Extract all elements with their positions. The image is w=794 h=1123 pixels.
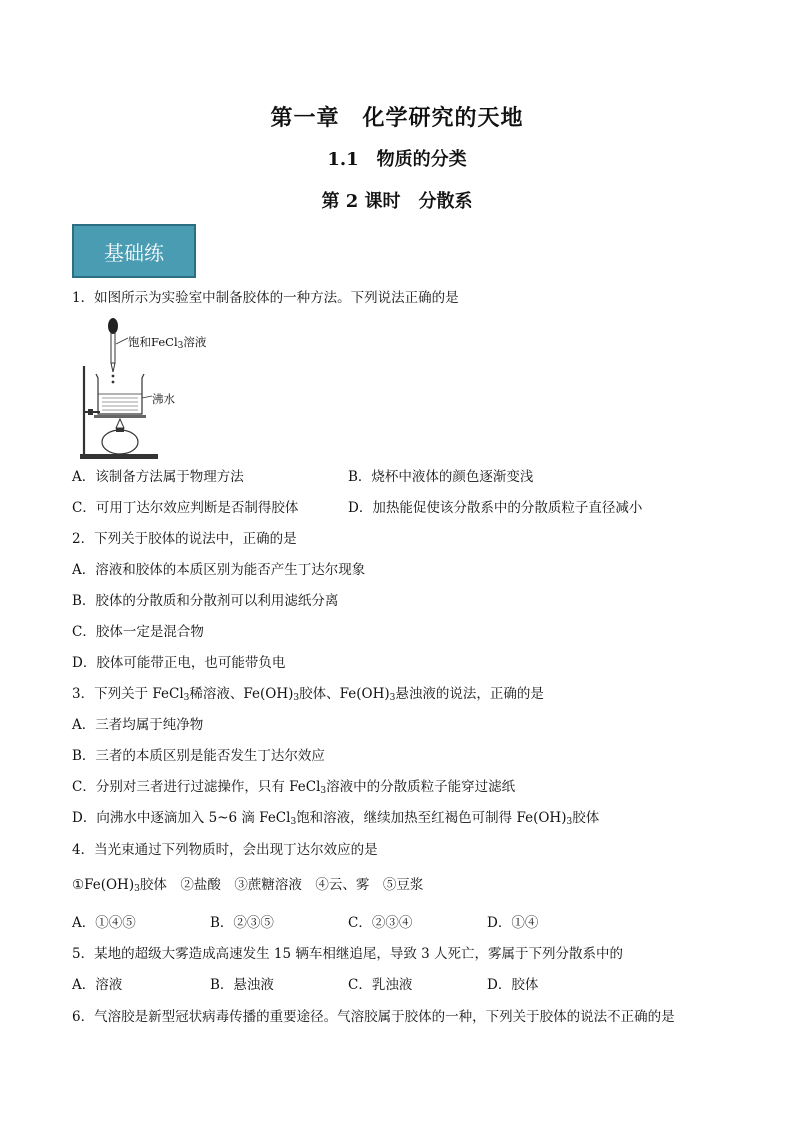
q4-items: $①Fe(OH)_3$胶体 ②盐酸 ③蔗糖溶液 ④云、雾 ⑤豆浆 <box>72 877 424 894</box>
q5-option-c: C．乳浊液 <box>348 977 413 993</box>
q1-option-a: A．该制备方法属于物理方法 <box>72 469 244 485</box>
q1-stem: 1．如图所示为实验室中制备胶体的一种方法。下列说法正确的是 <box>72 290 459 306</box>
q4-stem: 4．当光束通过下列物质时，会出现丁达尔效应的是 <box>72 842 378 858</box>
q1-option-b: B．烧杯中液体的颜色逐渐变浅 <box>348 469 534 485</box>
q2-option-b: B．胶体的分散质和分散剂可以利用滤纸分离 <box>72 593 339 609</box>
q2-option-c: C．胶体一定是混合物 <box>72 624 204 640</box>
q3-option-c: C．分别对三者进行过滤操作，只有 FeCl$_3$溶液中的分散质粒子能穿过滤纸 <box>72 779 516 796</box>
q4-option-b: B．②③⑤ <box>210 915 274 931</box>
q1-option-c: C．可用丁达尔效应判断是否制得胶体 <box>72 500 299 516</box>
practice-badge: 基础练 <box>72 224 196 278</box>
figure-label-water: 沸水 <box>152 392 175 406</box>
q4-option-a: A．①④⑤ <box>72 915 136 931</box>
q5-stem: 5．某地的超级大雾造成高速发生 15 辆车相继追尾，导致 3 人死亡，雾属于下列分散系中的 <box>72 946 624 962</box>
q3-stem: 3．下列关于 FeCl$_3$稀溶液、$Fe(OH)_3$胶体、$Fe(OH)_3$悬浊液的说法，正确的是 <box>72 686 544 703</box>
q2-option-d: D．胶体可能带正电，也可能带负电 <box>72 655 286 671</box>
q3-option-b: B．三者的本质区别是能否发生丁达尔效应 <box>72 748 325 764</box>
q5-option-b: B．悬浊液 <box>210 977 274 993</box>
section-title: 1.1 物质的分类 <box>327 149 467 170</box>
lesson-title: 第 2 课时 分散系 <box>321 191 473 212</box>
q4-option-d: D．①④ <box>487 915 539 931</box>
chapter-title: 第一章 化学研究的天地 <box>270 105 524 131</box>
q5-option-d: D．胶体 <box>487 977 539 993</box>
figure-label-fecl3: 饱和FeCl$_3$溶液 <box>128 335 207 351</box>
q3-option-d: D．向沸水中逐滴加入 5~6 滴 FeCl$_3$饱和溶液，继续加热至红褐色可制得 $Fe(OH)_3$胶体 <box>72 810 600 827</box>
q5-option-a: A．溶液 <box>72 977 123 993</box>
q2-stem: 2．下列关于胶体的说法中，正确的是 <box>72 531 297 547</box>
q4-option-c: C．②③④ <box>348 915 413 931</box>
q2-option-a: A．溶液和胶体的本质区别为能否产生丁达尔现象 <box>72 562 366 578</box>
q6-stem: 6．气溶胶是新型冠状病毒传播的重要途径。气溶胶属于胶体的一种，下列关于胶体的说法不正确的是 <box>72 1009 675 1025</box>
q1-option-d: D．加热能促使该分散系中的分散质粒子直径减小 <box>348 500 643 516</box>
q3-option-a: A．三者均属于纯净物 <box>72 717 204 733</box>
